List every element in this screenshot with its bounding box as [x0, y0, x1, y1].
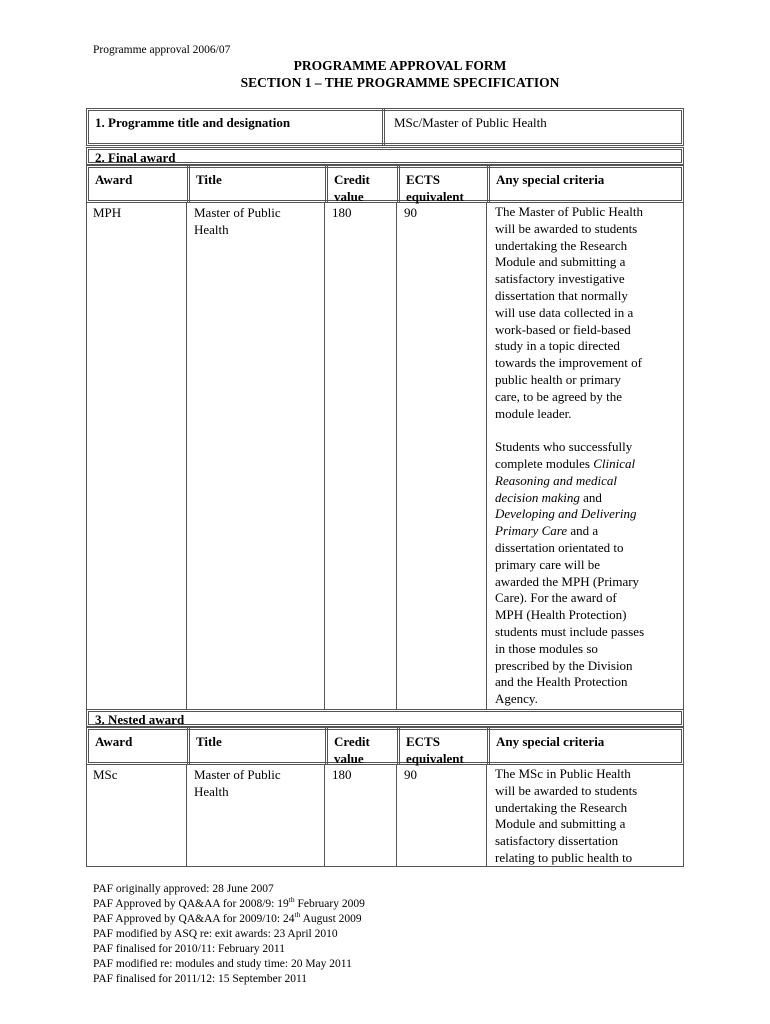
criteria-text: The Master of Public Health will be awarded to students undertaking the Research Module and submitting a satisfactory investigative dissertation that normally will use data collected in a work-based or field-based study in a topic directed towards the improvement of public health or primary care, to be agreed by the module leader. Students who successfully complete modules Clinical Reasoning and medical decision making and Developing and Delivering Primary Care and a dissertation orientated to primary care will be awarded the MPH (Primary Care). For the award of MPH (Health Protection) students must include passes in those modules so prescribed by the Division and the Health Protection Agency.	[495, 204, 645, 707]
credit-value: 180	[332, 205, 352, 220]
criteria-text: The MSc in Public Health will be awarded to students undertaking the Research Module and submitting a satisfactory dissertation relating to public health to	[495, 766, 638, 865]
column-divider	[325, 166, 331, 202]
col-credit: Credit value	[334, 734, 370, 766]
form-title: PROGRAMME APPROVAL FORM	[293, 58, 507, 73]
programme-title-row	[86, 108, 684, 146]
title-value: Master of Public Health	[194, 767, 281, 799]
column-divider	[397, 166, 403, 202]
credit-value: 180	[332, 767, 352, 782]
column-divider	[187, 728, 193, 764]
revision-line: PAF finalised for 2010/11: February 2011	[93, 943, 285, 955]
column-divider	[186, 765, 187, 866]
column-divider	[487, 166, 493, 202]
final-award-header-row	[86, 165, 684, 203]
col-award: Award	[95, 172, 133, 187]
final-award-band	[86, 147, 684, 165]
column-divider	[325, 728, 331, 764]
column-divider	[396, 765, 397, 866]
revision-line: PAF Approved by QA&AA for 2008/9: 19th February 2009	[93, 895, 365, 910]
ects-value: 90	[404, 767, 417, 782]
column-divider	[382, 109, 389, 145]
column-divider	[396, 203, 397, 709]
running-head: Programme approval 2006/07	[93, 44, 231, 56]
col-ects: ECTS equivalent	[406, 172, 464, 204]
section-title: SECTION 1 – THE PROGRAMME SPECIFICATION	[240, 75, 560, 90]
column-divider	[324, 203, 325, 709]
column-divider	[187, 166, 193, 202]
title-value: Master of Public Health	[194, 205, 281, 237]
col-title: Title	[196, 734, 222, 749]
nested-award-header-row	[86, 727, 684, 765]
award-value: MPH	[93, 205, 122, 220]
column-divider	[397, 728, 403, 764]
column-divider	[487, 728, 493, 764]
programme-title-label: 1. Programme title and designation	[95, 115, 291, 130]
ects-value: 90	[404, 205, 417, 220]
column-divider	[324, 765, 325, 866]
col-title: Title	[196, 172, 222, 187]
col-credit: Credit value	[334, 172, 370, 204]
revision-line: PAF modified by ASQ re: exit awards: 23 April 2010	[93, 928, 338, 940]
programme-title-value: MSc/Master of Public Health	[394, 115, 547, 130]
col-ects: ECTS equivalent	[406, 734, 464, 766]
nested-award-label: 3. Nested award	[95, 712, 185, 727]
form-title-block	[0, 57, 770, 91]
col-criteria: Any special criteria	[496, 734, 605, 749]
col-criteria: Any special criteria	[496, 172, 605, 187]
column-divider	[186, 203, 187, 709]
nested-award-band	[86, 709, 684, 727]
nested-award-data-row	[86, 765, 684, 867]
revision-line: PAF originally approved: 28 June 2007	[93, 883, 274, 895]
col-award: Award	[95, 734, 133, 749]
award-value: MSc	[93, 767, 118, 782]
column-divider	[486, 765, 487, 866]
revision-line: PAF modified re: modules and study time: 20 May 2011	[93, 958, 352, 970]
revision-line: PAF finalised for 2011/12: 15 September 2011	[93, 973, 308, 985]
revision-history	[93, 882, 365, 987]
column-divider	[486, 203, 487, 709]
final-award-label: 2. Final award	[95, 150, 176, 165]
final-award-data-row	[86, 203, 684, 709]
revision-line: PAF Approved by QA&AA for 2009/10: 24th August 2009	[93, 910, 362, 925]
